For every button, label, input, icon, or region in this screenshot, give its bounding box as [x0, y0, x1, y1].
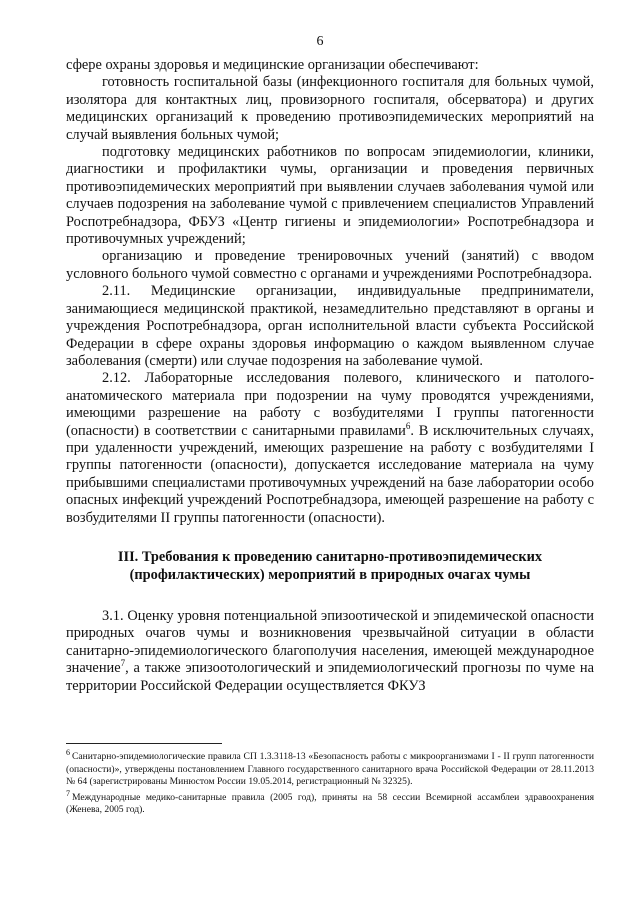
paragraph-staff-training: подготовку медицинских работников по вопросам эпидемиологии, клиники, диагностики и профилактики чумы, организации и проведения первичных противоэпидемических мероприятий при выявлении случаев заболевания чумой или случаев подозрения на заболевание чумой с привлечением специалистов Управлений Роспотребнадзора, ФБУЗ «Центр гигиены и эпидемиологии» Роспотребнадзора и противочумных учреждений; [66, 144, 594, 248]
paragraph-2-12 [66, 370, 594, 527]
paragraph-3-1 [66, 608, 594, 695]
footnote-text: Санитарно-эпидемиологические правила СП 1.3.3118-13 «Безопасность работы с микроорганизмами I - II групп патогенности (опасности)», утверждены постановлением Главного государственного санитарного врача Российской Федерации от 28.11.2013 № 64 (зарегистрированы Минюстом России 19.05.2014, регистрационный № 32325). [66, 751, 594, 788]
footnote-6 [66, 747, 594, 789]
paragraph-2-12-part1: 2.12. Лабораторные исследования полевого, клинического и патолого-анатомического материала при подозрении на чуму проводятся учреждениями, имеющими разрешение на работу с возбудителями I группы патогенности (опасности) в соответствии с санитарными правилами [66, 370, 594, 439]
footnote-ref-6: 6 [405, 420, 411, 431]
footnote-text: Международные медико-санитарные правила (2005 год), приняты на 58 сессии Всемирной ассамблеи здравоохранения (Женева, 2005 год). [66, 791, 594, 816]
section-title: III. Требования к проведению санитарно-противоэпидемических (профилактических) мероприятий в природных очагах чумы [117, 548, 543, 583]
footnotes [66, 747, 594, 820]
footnote-ref-7: 7 [120, 658, 126, 669]
paragraph-exercises: организацию и проведение тренировочных учений (занятий) с вводом условного больного чумой совместно с органами и учреждениями Роспотребнадзора. [66, 248, 594, 282]
footnote-divider [66, 743, 222, 744]
footnote-7 [66, 788, 594, 817]
paragraph-intro: сфере охраны здоровья и медицинские организации обеспечивают: [66, 57, 479, 73]
footnote-mark: 6 [66, 747, 70, 757]
paragraph-2-12-part2: . В исключительных случаях, при удаленности учреждений, имеющих разрешение на работу с возбудителями I группы патогенности (опасности), допускается исследование материала на чуму прибывшими специалистами противочумных учреждений на базе лаборатории особо опасных инфекций учреждений Роспотребнадзора, имеющей разрешение на работу с возбудителями II группы патогенности (опасности). [66, 422, 594, 526]
paragraph-3-1-part1: 3.1. Оценку уровня потенциальной эпизоотической и эпидемической опасности природных очагов чумы и возникновения чрезвычайной ситуации в области санитарно-эпидемиологического благополучия населения, имеющей международное значение [66, 607, 594, 677]
body-text [66, 57, 594, 695]
paragraph-2-11: 2.11. Медицинские организации, индивидуальные предприниматели, занимающиеся медицинской практикой, незамедлительно представляют в органы и учреждения Роспотребнадзора, орган исполнительной власти субъекта Российской Федерации в сфере охраны здоровья информацию о каждом выявленном случае заболевания (смерти) или случае подозрения на заболевание чумой. [66, 283, 594, 369]
paragraph-hospital-readiness: готовность госпитальной базы (инфекционного госпиталя для больных чумой, изолятора для контактных лиц, провизорного госпиталя, обсерватора) и других медицинских организаций к проведению противоэпидемических мероприятий на случай выявления больных чумой; [66, 74, 594, 143]
paragraph-3-1-part2: , а также эпизоотологический и эпидемиологический прогнозы по чуме на территории Российской Федерации осуществляется ФКУЗ [66, 660, 594, 694]
footnote-mark: 7 [66, 788, 70, 798]
page-number: 6 [316, 34, 324, 49]
